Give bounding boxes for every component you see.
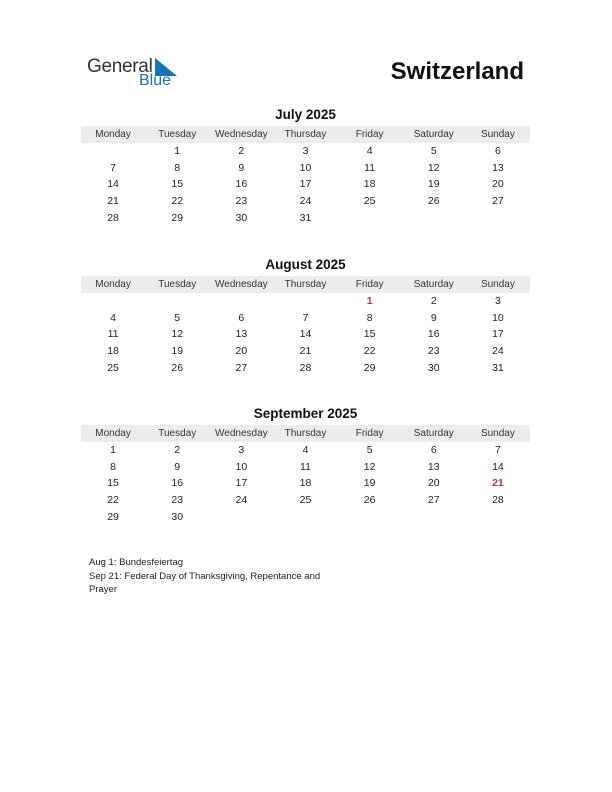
day-cell: 30 — [427, 361, 440, 374]
day-cell: 5 — [174, 311, 181, 324]
weekday-header: Friday — [355, 428, 384, 439]
day-cell: 16 — [427, 328, 440, 341]
weekday-header: Tuesday — [158, 279, 197, 290]
day-cell: 6 — [430, 444, 437, 456]
week-row — [81, 210, 530, 227]
day-cell — [209, 509, 273, 526]
month-title: July 2025 — [275, 107, 336, 122]
day-cell: 31 — [299, 211, 312, 224]
day-cell: 24 — [492, 345, 504, 358]
day-cell: 3 — [238, 444, 245, 456]
week-row — [81, 310, 530, 327]
brand-logo — [87, 56, 187, 92]
day-cell: 29 — [171, 211, 184, 224]
day-cell: 15 — [363, 328, 376, 341]
day-cell: 4 — [366, 145, 373, 157]
day-cell: 18 — [299, 477, 312, 490]
day-cell: 20 — [235, 345, 248, 358]
day-cell: 7 — [110, 161, 116, 174]
weekday-header: Wednesday — [215, 129, 268, 140]
day-cell: 22 — [171, 195, 184, 208]
day-cell — [338, 509, 402, 526]
day-cell: 12 — [427, 161, 440, 174]
day-cell: 13 — [427, 460, 440, 473]
country-title: Switzerland — [390, 58, 524, 85]
day-cell: 3 — [495, 295, 501, 307]
day-cell: 15 — [171, 178, 184, 191]
day-cell: 26 — [427, 195, 440, 208]
day-cell — [81, 143, 145, 160]
weekday-header: Monday — [95, 428, 131, 439]
weekday-header: Thursday — [284, 129, 327, 140]
day-cell: 21 — [299, 345, 312, 358]
day-cell: 20 — [427, 477, 440, 490]
day-cell: 25 — [107, 361, 119, 374]
weeks-grid — [81, 442, 530, 525]
day-cell: 26 — [363, 494, 376, 507]
day-cell: 24 — [299, 195, 312, 208]
week-row — [81, 475, 530, 492]
day-cell: 22 — [363, 345, 376, 358]
holiday-note: Sep 21: Federal Day of Thanksgiving, Repentance and Prayer — [89, 570, 321, 595]
weekday-header: Monday — [95, 129, 131, 140]
logo-text-general: General — [87, 56, 153, 77]
day-cell: 16 — [171, 477, 184, 490]
day-cell: 27 — [235, 361, 248, 374]
day-cell: 4 — [110, 311, 116, 324]
day-cell: 2 — [430, 295, 437, 307]
day-cell — [81, 293, 145, 310]
day-cell: 29 — [107, 510, 119, 523]
day-cell: 4 — [302, 444, 309, 456]
holiday-day-cell: 21 — [492, 477, 504, 490]
day-cell: 19 — [427, 178, 440, 191]
weekday-header: Saturday — [413, 428, 454, 439]
weekday-header: Friday — [355, 129, 384, 140]
week-row — [81, 176, 530, 193]
day-cell: 17 — [235, 477, 248, 490]
weekday-header: Wednesday — [215, 279, 268, 290]
day-cell: 9 — [430, 311, 437, 324]
day-cell: 12 — [171, 328, 184, 341]
day-cell: 29 — [363, 361, 376, 374]
day-cell — [466, 210, 530, 227]
day-cell: 28 — [492, 494, 504, 507]
week-row — [81, 360, 530, 377]
day-cell: 8 — [174, 161, 181, 174]
weekday-header-row — [81, 276, 530, 293]
weekday-header: Sunday — [480, 129, 515, 140]
week-row — [81, 492, 530, 509]
day-cell: 10 — [492, 311, 504, 324]
day-cell: 14 — [107, 178, 119, 191]
day-cell: 6 — [495, 145, 501, 157]
weekday-header: Tuesday — [158, 428, 197, 439]
day-cell: 23 — [171, 494, 184, 507]
day-cell — [338, 210, 402, 227]
weekday-header: Thursday — [284, 279, 327, 290]
day-cell: 3 — [302, 145, 309, 157]
day-cell: 26 — [171, 361, 184, 374]
holiday-note: Aug 1: Bundesfeiertag — [89, 557, 184, 568]
day-cell: 18 — [363, 178, 376, 191]
day-cell: 8 — [366, 311, 373, 324]
weekday-header: Thursday — [284, 428, 327, 439]
day-cell: 22 — [107, 494, 119, 507]
week-row — [81, 442, 530, 459]
holiday-notes — [89, 556, 349, 597]
weekday-header-row — [81, 425, 530, 442]
weekday-header: Sunday — [480, 279, 515, 290]
day-cell — [273, 293, 337, 310]
day-cell: 6 — [238, 311, 245, 324]
month-calendar-july — [81, 106, 530, 226]
day-cell: 9 — [238, 161, 245, 174]
day-cell: 28 — [299, 361, 312, 374]
month-title: September 2025 — [253, 406, 358, 421]
weekday-header: Wednesday — [215, 428, 268, 439]
day-cell: 14 — [492, 460, 504, 473]
day-cell: 11 — [364, 161, 376, 174]
day-cell: 21 — [107, 195, 119, 208]
month-calendar-september — [81, 405, 530, 525]
day-cell: 2 — [238, 145, 245, 157]
logo-text-blue: Blue — [139, 72, 172, 89]
day-cell: 31 — [492, 361, 504, 374]
day-cell — [209, 293, 273, 310]
day-cell: 10 — [299, 161, 312, 174]
day-cell: 14 — [299, 328, 312, 341]
weeks-grid — [81, 293, 530, 376]
week-row — [81, 143, 530, 160]
day-cell: 5 — [366, 444, 373, 456]
day-cell: 24 — [235, 494, 248, 507]
weekday-header-row — [81, 126, 530, 143]
day-cell — [145, 293, 209, 310]
day-cell: 2 — [174, 444, 181, 456]
day-cell: 19 — [171, 345, 184, 358]
week-row — [81, 459, 530, 476]
day-cell: 20 — [492, 178, 504, 191]
holiday-day-cell: 1 — [366, 295, 373, 307]
weekday-header: Monday — [95, 279, 131, 290]
weekday-header: Tuesday — [158, 129, 197, 140]
day-cell: 16 — [235, 178, 248, 191]
weekday-header: Sunday — [480, 428, 515, 439]
day-cell: 5 — [430, 145, 437, 157]
weekday-header: Saturday — [413, 279, 454, 290]
day-cell: 13 — [492, 161, 504, 174]
week-row — [81, 293, 530, 310]
day-cell: 10 — [235, 460, 248, 473]
day-cell — [402, 509, 466, 526]
day-cell: 17 — [299, 178, 312, 191]
month-calendar-august — [81, 256, 530, 376]
weekday-header: Friday — [355, 279, 384, 290]
day-cell: 9 — [174, 460, 181, 473]
day-cell: 13 — [235, 328, 248, 341]
day-cell: 15 — [107, 477, 119, 490]
day-cell: 19 — [363, 477, 376, 490]
day-cell — [402, 210, 466, 227]
day-cell — [466, 509, 530, 526]
day-cell: 7 — [302, 311, 309, 324]
week-row — [81, 160, 530, 177]
month-title: August 2025 — [265, 257, 346, 272]
day-cell: 23 — [427, 345, 440, 358]
day-cell: 12 — [363, 460, 376, 473]
day-cell — [273, 509, 337, 526]
week-row — [81, 326, 530, 343]
day-cell: 30 — [235, 211, 248, 224]
week-row — [81, 509, 530, 526]
day-cell: 11 — [300, 460, 311, 473]
day-cell: 7 — [495, 444, 501, 456]
day-cell: 25 — [363, 195, 376, 208]
day-cell: 11 — [107, 328, 119, 341]
day-cell: 27 — [492, 195, 504, 208]
day-cell: 27 — [427, 494, 440, 507]
day-cell: 1 — [110, 444, 116, 456]
week-row — [81, 193, 530, 210]
day-cell: 23 — [235, 195, 248, 208]
day-cell: 1 — [174, 145, 181, 157]
day-cell: 18 — [107, 345, 119, 358]
day-cell: 28 — [107, 211, 119, 224]
day-cell: 30 — [171, 510, 184, 523]
weekday-header: Saturday — [413, 129, 454, 140]
week-row — [81, 343, 530, 360]
day-cell: 8 — [110, 460, 116, 473]
day-cell: 25 — [299, 494, 312, 507]
weeks-grid — [81, 143, 530, 226]
day-cell: 17 — [492, 328, 504, 341]
